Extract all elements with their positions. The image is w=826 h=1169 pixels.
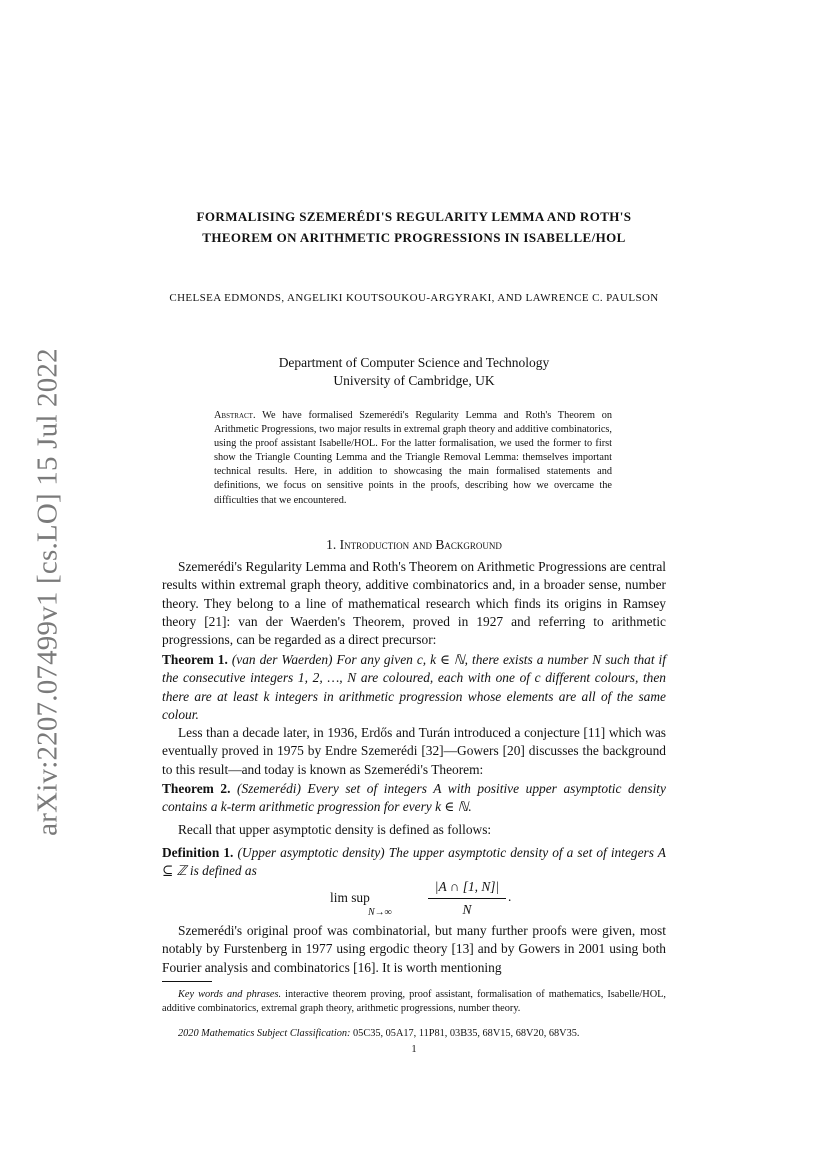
formula-period: . bbox=[508, 889, 512, 904]
theorem-2-body: (Szemerédi) Every set of integers A with positive upper asymptotic density contains a k-term arithmetic progression for every k ∈ ℕ. bbox=[162, 781, 666, 815]
theorem-1 bbox=[162, 651, 666, 724]
arxiv-identifier: arXiv:2207.07499v1 [cs.LO] 15 Jul 2022 bbox=[31, 348, 64, 836]
footnote-keywords bbox=[162, 988, 666, 1015]
affiliation-department: Department of Computer Science and Technology bbox=[278, 355, 550, 370]
formula-operator: lim sup bbox=[330, 890, 370, 905]
footnote-msc bbox=[162, 1027, 666, 1041]
abstract-label: Abstract. bbox=[214, 410, 256, 421]
definition-1-body: (Upper asymptotic density) The upper asymptotic density of a set of integers A ⊆ ℤ is defined as bbox=[162, 845, 666, 879]
fraction-bar bbox=[428, 898, 506, 899]
formula-subscript: N→∞ bbox=[368, 907, 392, 918]
theorem-2 bbox=[162, 780, 666, 817]
abstract bbox=[214, 409, 612, 508]
formula-numerator: |A ∩ [1, N]| bbox=[434, 879, 500, 894]
definition-1-label: Definition 1. bbox=[162, 845, 234, 860]
paper-title: FORMALISING SZEMERÉDI'S REGULARITY LEMMA AND ROTH'S THEOREM ON ARITHMETIC PROGRESSIONS IN ISABELLE/HOL bbox=[196, 209, 632, 245]
footnote-rule bbox=[162, 981, 212, 982]
arxiv-stamp bbox=[0, 0, 64, 1169]
paragraph-erdos-turan: Less than a decade later, in 1936, Erdős and Turán introduced a conjecture [11] which was eventually proved in 1975 by Endre Szemerédi [32]—Gowers [20] discusses the background to this result—and today is known as Szemerédi's Theorem: bbox=[162, 725, 666, 777]
keywords-text: interactive theorem proving, proof assistant, formalisation of mathematics, Isabelle/HOL, additive combinatorics, extremal graph theory, arithmetic progressions, number theory. bbox=[162, 989, 666, 1014]
paragraph-recall: Recall that upper asymptotic density is defined as follows: bbox=[178, 822, 492, 837]
section-heading: 1. Introduction and Background bbox=[326, 537, 502, 552]
affiliation bbox=[162, 354, 666, 390]
keywords-label: Key words and phrases. bbox=[178, 989, 282, 1000]
density-formula bbox=[162, 876, 666, 920]
theorem-1-label: Theorem 1. bbox=[162, 652, 228, 667]
page-number: 1 bbox=[411, 1044, 417, 1055]
paragraph-proofs: Szemerédi's original proof was combinatorial, but many further proofs were given, most notably by Furstenberg in 1977 using ergodic theory [13] and by Gowers in 2001 using both Fourier analysis and combinatorics [16]. It is worth mentioning bbox=[162, 923, 666, 975]
author-list: CHELSEA EDMONDS, ANGELIKI KOUTSOUKOU-ARGYRAKI, AND LAWRENCE C. PAULSON bbox=[169, 292, 659, 304]
affiliation-university: University of Cambridge, UK bbox=[333, 373, 495, 388]
formula-denominator: N bbox=[462, 902, 472, 917]
theorem-1-body: (van der Waerden) For any given c, k ∈ ℕ, there exists a number N such that if the consecutive integers 1, 2, …, N are coloured, each with one of c different colours, then there are at least k integers in arithmetic progression whose elements are all of the same colour. bbox=[162, 652, 666, 722]
abstract-text: We have formalised Szemerédi's Regularity Lemma and Roth's Theorem on Arithmetic Progressions, two major results in extremal graph theory and additive combinatorics, using the proof assistant Isabelle/HOL. For the latter formalisation, we used the former to first show the Triangle Counting Lemma and the Triangle Removal Lemma: themselves important technical results. Here, in addition to showcasing the main formalised statements and definitions, we focus on sensitive points in the proofs, describing how we overcame the difficulties that we encountered. bbox=[214, 410, 612, 506]
msc-label: 2020 Mathematics Subject Classification: bbox=[178, 1028, 351, 1039]
msc-text: 05C35, 05A17, 11P81, 03B35, 68V15, 68V20, 68V35. bbox=[353, 1028, 580, 1039]
paragraph-intro: Szemerédi's Regularity Lemma and Roth's Theorem on Arithmetic Progressions are central results within extremal graph theory, additive combinatorics and, in a broader sense, number theory. They belong to a line of mathematical research which finds its origins in Ramsey theory [21]: van der Waerden's Theorem, proved in 1927 and referring to arithmetic progressions, can be regarded as a direct precursor: bbox=[162, 559, 666, 648]
theorem-2-label: Theorem 2. bbox=[162, 781, 231, 796]
